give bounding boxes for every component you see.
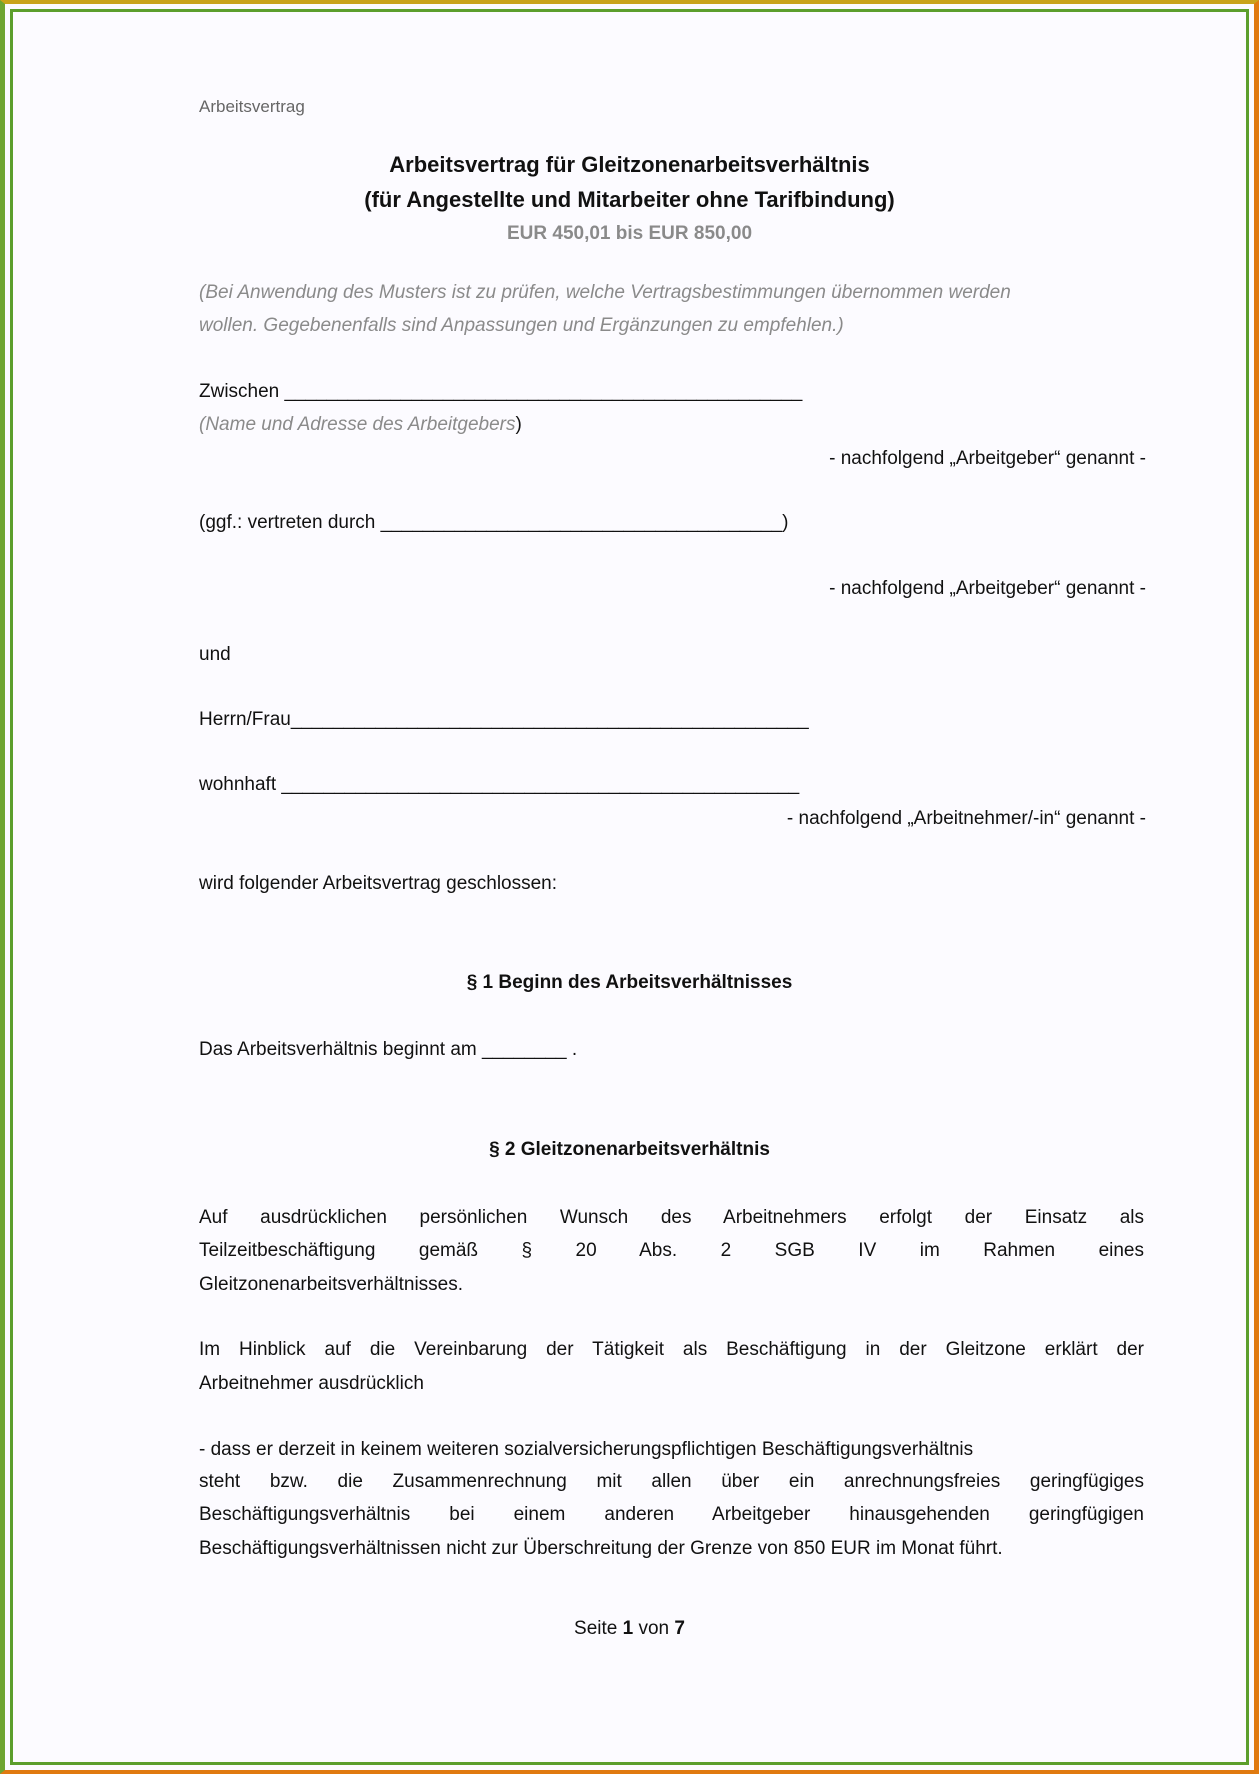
employer-called-2: - nachfolgend „Arbeitgeber“ genannt - xyxy=(829,578,1146,599)
section-2-p3-line-4: Beschäftigungsverhältnissen nicht zur Überschreitung der Grenze von 850 EUR im Monat führt. xyxy=(199,1538,1003,1559)
section-2-p2-line-1: Im Hinblick auf die Vereinbarung der Tätigkeit als Beschäftigung in der Gleitzone erklärt der xyxy=(199,1339,1144,1360)
intro-note-line-1: (Bei Anwendung des Musters ist zu prüfen, welche Vertragsbestimmungen übernommen werden xyxy=(199,282,1011,303)
running-header: Arbeitsvertrag xyxy=(199,97,305,116)
section-2-p3-line-3: Beschäftigungsverhältnis bei einem anderen Arbeitgeber hinausgehenden geringfügigen xyxy=(199,1504,1144,1525)
intro-note-line-2: wollen. Gegebenenfalls sind Anpassungen und Ergänzungen zu empfehlen.) xyxy=(199,315,844,336)
represented-by-line: (ggf.: vertreten durch ______________________________________) xyxy=(199,512,789,533)
section-2-p1-line-1: Auf ausdrücklichen persönlichen Wunsch des Arbeitnehmers erfolgt der Einsatz als xyxy=(199,1207,1144,1228)
section-2-p3-line-2: steht bzw. die Zusammenrechnung mit allen über ein anrechnungsfreies geringfügiges xyxy=(199,1471,1144,1492)
document-subtitle: (für Angestellte und Mitarbeiter ohne Tarifbindung) xyxy=(364,187,895,212)
section-2-p1-line-3: Gleitzonenarbeitsverhältnisses. xyxy=(199,1274,464,1295)
employer-called: - nachfolgend „Arbeitgeber“ genannt - xyxy=(829,448,1146,469)
closing-line: wird folgender Arbeitsvertrag geschlossen: xyxy=(199,873,558,894)
section-2-p3-line-1: - dass er derzeit in keinem weiteren sozialversicherungspflichtigen Beschäftigungsverhältnis xyxy=(199,1439,974,1460)
zwischen-line: Zwischen _________________________________________________ xyxy=(199,381,803,402)
employer-note: (Name und Adresse des Arbeitgebers) xyxy=(199,414,522,435)
employee-called: - nachfolgend „Arbeitnehmer/-in“ genannt - xyxy=(786,808,1146,829)
und-label: und xyxy=(199,644,231,665)
section-2-heading: § 2 Gleitzonenarbeitsverhältnis xyxy=(489,1139,770,1160)
section-1-text: Das Arbeitsverhältnis beginnt am ________ . xyxy=(199,1039,578,1060)
salary-range: EUR 450,01 bis EUR 850,00 xyxy=(506,223,753,244)
section-2-p1-line-2: Teilzeitbeschäftigung gemäß § 20 Abs. 2 SGB IV im Rahmen eines xyxy=(199,1240,1144,1261)
document-title: Arbeitsvertrag für Gleitzonenarbeitsverhältnis xyxy=(389,152,870,177)
section-1-heading: § 1 Beginn des Arbeitsverhältnisses xyxy=(466,972,793,993)
herrn-frau-line: Herrn/Frau_________________________________________________ xyxy=(199,709,809,730)
wohnhaft-line: wohnhaft _________________________________________________ xyxy=(199,774,800,795)
section-2-p2-line-2: Arbeitnehmer ausdrücklich xyxy=(199,1373,424,1394)
page-footer: Seite 1 von 7 xyxy=(574,1618,685,1639)
